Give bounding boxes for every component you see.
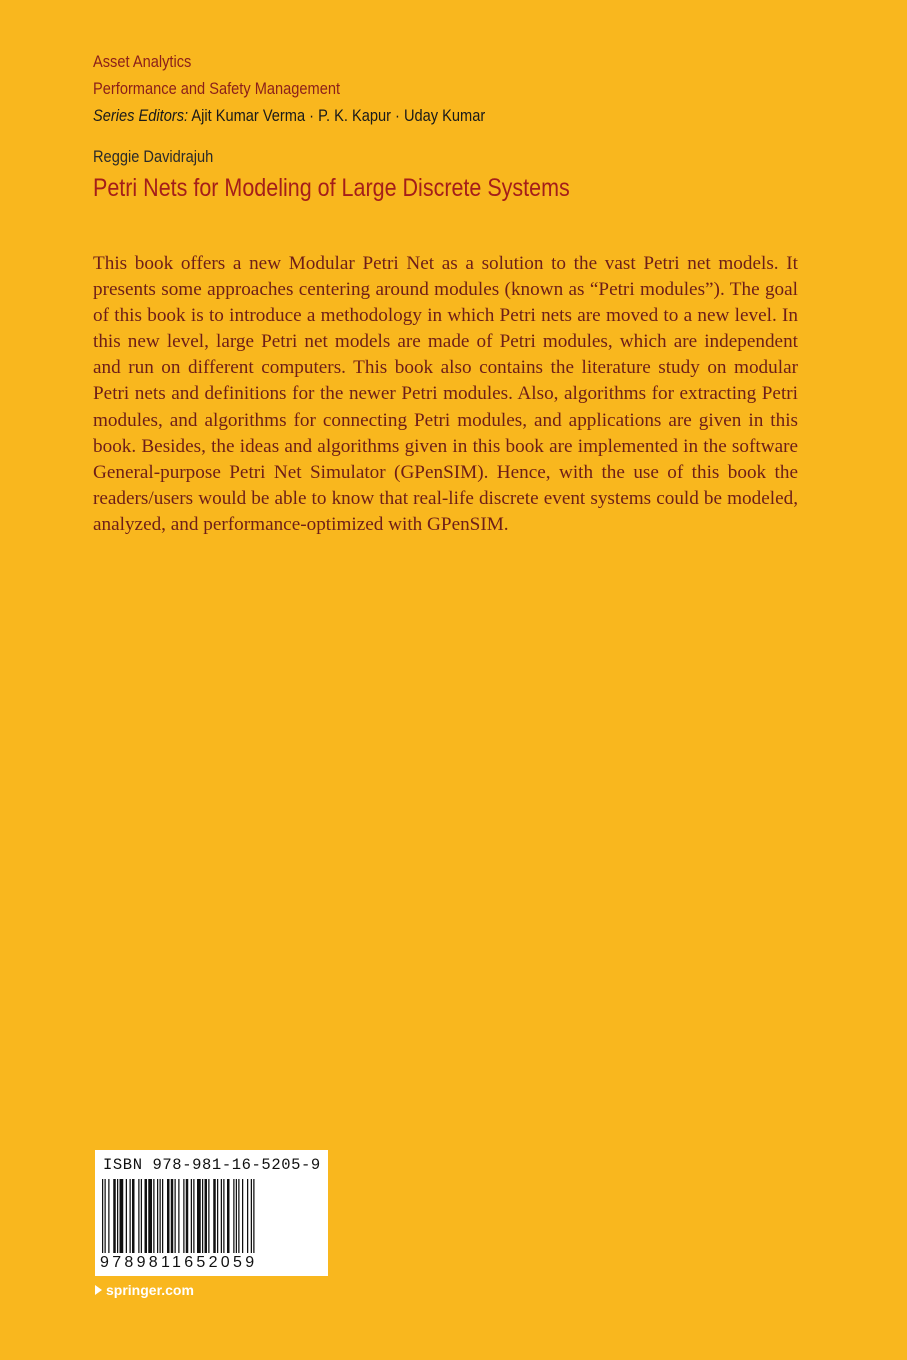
book-description: This book offers a new Modular Petri Net as a solution to the vast Petri net models. It presents some approaches centering around modules (known as “Petri modules”). The goal of this book is to introduce a methodology in which Petri nets are moved to a new level. In this new level, large Petri net models are made of Petri modules, which are independent and run on different computers. This book also contains the literature study on modular Petri nets and definitions for the newer Petri modules. Also, algorithms for extracting Petri modules, and algorithms for connecting Petri modules, and applications are given in this book. Besides, the ideas and algorithms given in this book are implemented in the software General-purpose Petri Net Simulator (GPenSIM). Hence, with the use of this book the readers/users would be able to know that real-life discrete event systems could be modeled, analyzed, and performance-optimized with GPenSIM. <box>93 253 798 535</box>
series-editors-names: Ajit Kumar Verma · P. K. Kapur · Uday Kumar <box>191 106 486 125</box>
barcode-digits: 9789811652059 <box>100 1254 258 1271</box>
series-subtitle: Performance and Safety Management <box>93 79 341 98</box>
author-name: Reggie Davidrajuh <box>93 147 214 166</box>
series-name: Asset Analytics <box>93 52 192 71</box>
series-block <box>93 48 485 129</box>
publisher-link-label: springer.com <box>106 1282 194 1298</box>
series-editors-label: Series Editors: <box>93 106 189 125</box>
isbn-barcode <box>95 1150 328 1276</box>
publisher-link[interactable] <box>95 1282 194 1298</box>
isbn-label: ISBN 978-981-16-5205-9 <box>103 1156 321 1174</box>
arrow-right-icon <box>95 1285 102 1295</box>
series-editors <box>93 102 485 129</box>
barcode-bars <box>101 1179 321 1253</box>
book-title: Petri Nets for Modeling of Large Discrete Systems <box>93 174 570 202</box>
